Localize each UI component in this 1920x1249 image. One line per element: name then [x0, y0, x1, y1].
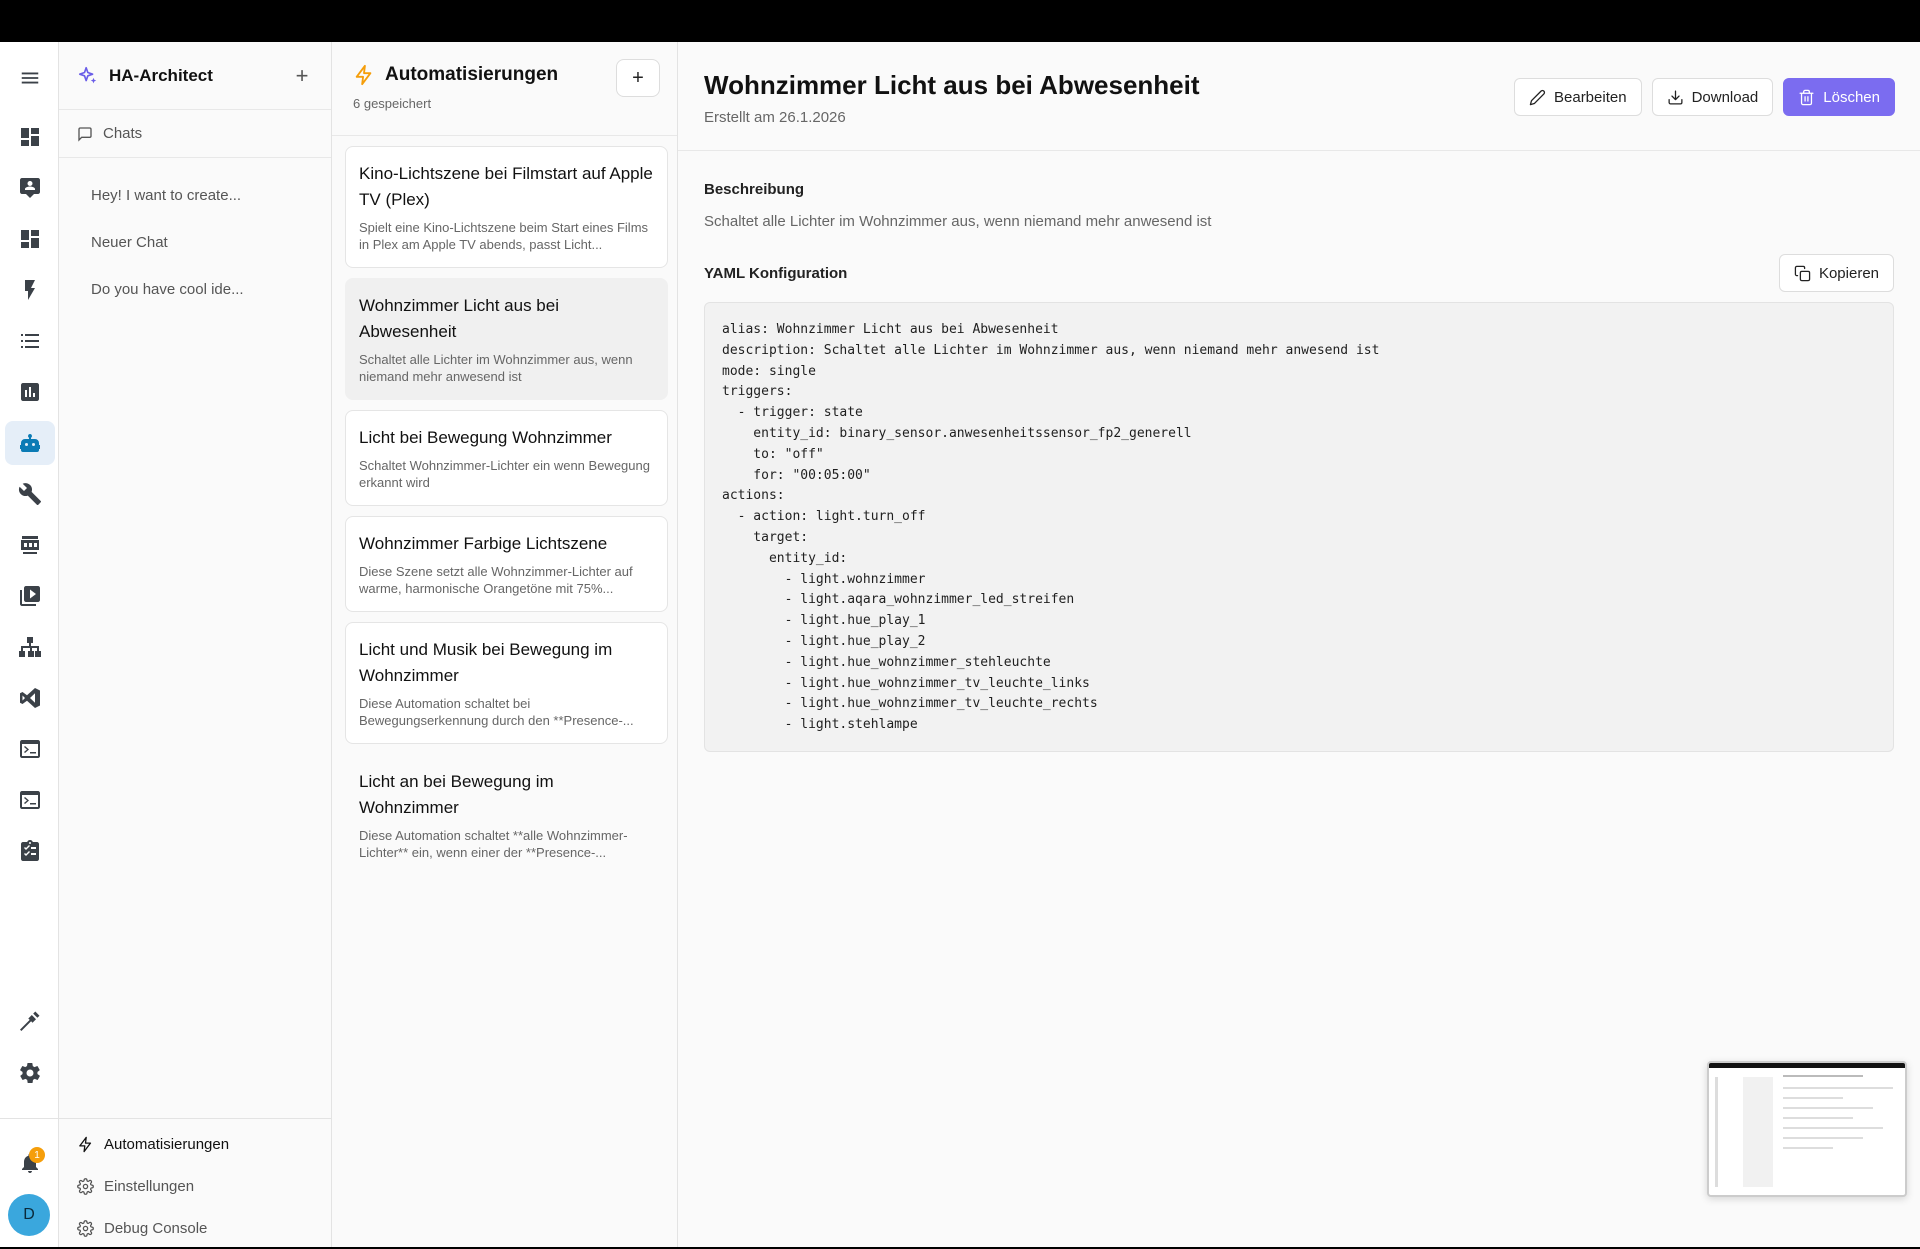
tools-icon[interactable] — [5, 472, 55, 516]
trash-icon — [1798, 89, 1815, 106]
download-icon — [1667, 89, 1684, 106]
edit-button[interactable] — [1514, 78, 1642, 116]
yaml-header — [704, 254, 1894, 292]
todo-icon[interactable] — [5, 829, 55, 873]
media-icon[interactable] — [5, 574, 55, 618]
automation-card-selected[interactable] — [345, 278, 668, 400]
automation-card-title: Licht und Musik bei Bewegung im Wohnzimmer — [359, 640, 613, 685]
automation-list-panel — [332, 42, 678, 1247]
overview-icon[interactable] — [5, 115, 55, 159]
terminal-2-icon[interactable] — [5, 778, 55, 822]
copy-button[interactable] — [1779, 254, 1894, 292]
automation-card-description: Spielt eine Kino-Lichtszene beim Start eines Films in Plex am Apple TV abends, passt Licht... — [359, 220, 649, 252]
brand-header — [59, 42, 331, 110]
chat-list-item[interactable]: Do you have cool ide... — [91, 281, 244, 298]
automation-card[interactable] — [345, 754, 668, 876]
nav-debug-console-label: Debug Console — [104, 1219, 208, 1237]
rail-divider — [0, 1118, 59, 1119]
nav-settings[interactable] — [59, 1165, 331, 1207]
notifications-icon[interactable] — [5, 1141, 55, 1185]
edit-button-label: Bearbeiten — [1554, 88, 1627, 106]
automation-card-title: Licht bei Bewegung Wohnzimmer — [359, 428, 612, 447]
network-icon[interactable] — [5, 625, 55, 669]
automation-card-description: Schaltet alle Lichter im Wohnzimmer aus, wenn niemand mehr anwesend ist — [359, 352, 633, 384]
download-button[interactable] — [1652, 78, 1774, 116]
logbook-icon[interactable] — [5, 319, 55, 363]
copy-icon — [1794, 265, 1811, 282]
copy-button-label: Kopieren — [1818, 264, 1879, 282]
pencil-icon — [1529, 89, 1546, 106]
chat-bubble-icon — [77, 126, 93, 142]
user-avatar[interactable]: D — [8, 1194, 50, 1236]
automation-card-title: Licht an bei Bewegung im Wohnzimmer — [359, 772, 554, 817]
automation-card-description: Diese Automation schaltet bei Bewegungserkennung durch den **Presence-... — [359, 696, 634, 728]
nav-settings-label: Einstellungen — [104, 1177, 195, 1195]
detail-title: Wohnzimmer Licht aus bei Abwesenheit — [704, 70, 1200, 100]
automation-card[interactable] — [345, 622, 668, 744]
gear-icon — [77, 1220, 94, 1237]
chat-list-item[interactable]: Neuer Chat — [91, 234, 168, 251]
sidebar-footer — [59, 1118, 331, 1249]
description-text: Schaltet alle Lichter im Wohnzimmer aus, wenn niemand mehr anwesend ist — [704, 213, 1212, 230]
nav-debug-console[interactable] — [59, 1207, 331, 1249]
download-button-label: Download — [1691, 88, 1759, 106]
history-icon[interactable] — [5, 370, 55, 414]
automation-cards — [332, 136, 677, 876]
chat-list — [59, 158, 331, 313]
created-date: Erstellt am 26.1.2026 — [704, 109, 846, 126]
detail-body — [678, 181, 1920, 752]
window-top-bar — [0, 0, 1920, 42]
yaml-code-block[interactable]: alias: Wohnzimmer Licht aus bei Abwesenheit description: Schaltet alle Lichter im Wohnzimmer aus, wenn niemand mehr anwesend ist mode: single triggers: - trigger: state entity_id: binary_sensor.anwesenheitssensor_fp2_generell to: "off" for: "00:05:00" actions: - action: light.turn_off target: entity_id: - light.wohnzimmer - light.aqara_wohnzimmer_led_streifen - light.hue_play_1 - light.hue_play_2 - light.hue_wohnzimmer_stehleuchte - light.hue_wohnzimmer_tv_leuchte_links - light.hue_wohnzimmer_tv_leuchte_rechts - light.stehlampe — [704, 302, 1894, 752]
ai-assistant-icon[interactable] — [5, 421, 55, 465]
vscode-icon[interactable] — [5, 676, 55, 720]
bolt-icon — [353, 64, 375, 86]
dashboard-icon[interactable] — [5, 217, 55, 261]
energy-icon[interactable] — [5, 166, 55, 210]
automation-list-header — [332, 42, 677, 136]
new-chat-button[interactable]: + — [295, 62, 309, 88]
add-automation-button[interactable]: + — [616, 59, 660, 97]
automation-card-title: Wohnzimmer Farbige Lichtszene — [359, 534, 608, 553]
delete-button-label: Löschen — [1823, 88, 1880, 106]
chat-list-item[interactable]: Hey! I want to create... — [91, 187, 242, 204]
nav-automations-label: Automatisierungen — [104, 1135, 230, 1153]
automation-card[interactable] — [345, 516, 668, 612]
saved-count: 6 gespeichert — [353, 96, 432, 111]
terminal-icon[interactable] — [5, 727, 55, 771]
nav-automations[interactable] — [59, 1123, 331, 1165]
chats-header-label: Chats — [103, 125, 143, 142]
settings-icon[interactable] — [5, 1051, 55, 1095]
app-root — [0, 42, 1920, 1247]
hacs-icon[interactable] — [5, 523, 55, 567]
chat-sidebar — [59, 42, 332, 1247]
yaml-heading: YAML Konfiguration — [704, 264, 848, 282]
automation-card-description: Diese Automation schaltet **alle Wohnzimmer-Lichter** ein, wenn einer der **Presence-... — [359, 828, 628, 860]
automation-card[interactable] — [345, 410, 668, 506]
automation-icon[interactable] — [5, 268, 55, 312]
detail-header — [678, 42, 1920, 151]
developer-tools-icon[interactable] — [5, 1000, 55, 1044]
chats-header[interactable] — [59, 110, 331, 158]
bolt-icon — [77, 1136, 94, 1153]
automation-list-title: Automatisierungen — [385, 64, 559, 85]
screenshot-thumbnail[interactable] — [1707, 1061, 1907, 1197]
automation-card[interactable] — [345, 146, 668, 268]
detail-actions — [1514, 78, 1895, 116]
automation-card-description: Schaltet Wohnzimmer-Lichter ein wenn Bewegung erkannt wird — [359, 458, 650, 490]
description-heading: Beschreibung — [704, 181, 805, 198]
notification-badge: 1 — [29, 1147, 45, 1163]
automation-card-title: Kino-Lichtszene bei Filmstart auf Apple TV (Plex) — [359, 164, 653, 209]
gear-icon — [77, 1178, 94, 1195]
ha-nav-rail — [0, 42, 59, 1247]
menu-icon[interactable] — [0, 56, 59, 100]
delete-button[interactable] — [1783, 78, 1895, 116]
automation-card-title: Wohnzimmer Licht aus bei Abwesenheit — [359, 296, 559, 341]
automation-card-description: Diese Szene setzt alle Wohnzimmer-Lichter auf warme, harmonische Orangetöne mit 75%... — [359, 564, 633, 596]
app-name: HA-Architect — [109, 65, 213, 85]
sparkles-icon — [77, 65, 99, 87]
